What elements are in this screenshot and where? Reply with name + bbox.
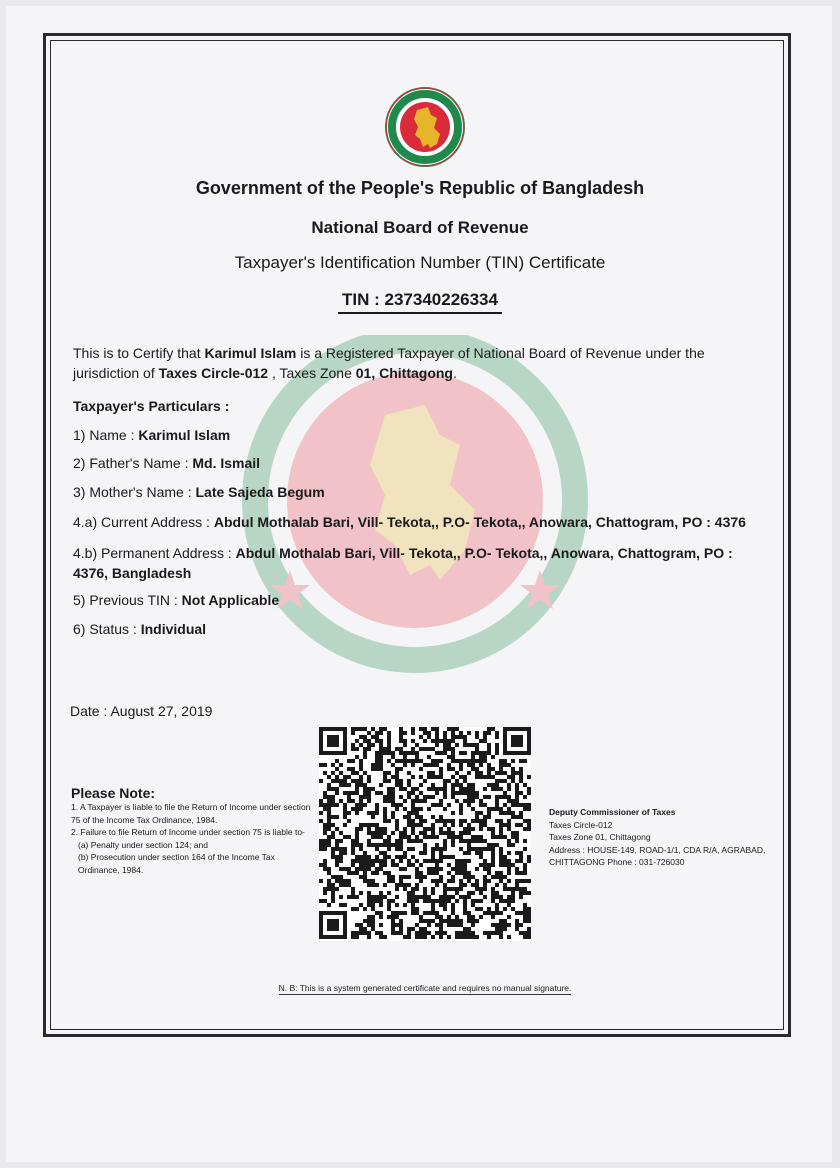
particular-permanent-address: 4.b) Permanent Address : Abdul Mothalab Bari, Vill- Tekota,, P.O- Tekota,, Anowara, Chattogram, PO : 4376, Bangladesh	[73, 545, 733, 581]
government-heading: Government of the People's Republic of Bangladesh	[195, 178, 645, 198]
particular-name: 1) Name : Karimul Islam	[73, 427, 231, 443]
certificate-title: Taxpayer's Identification Number (TIN) Certificate	[234, 253, 606, 272]
issue-date: Date : August 27, 2019	[70, 703, 213, 719]
particular-previous-tin: 5) Previous TIN : Not Applicable	[73, 592, 280, 608]
commissioner-address: Address : HOUSE-149, ROAD-1/1, CDA R/A, AGRABAD, CHITTAGONG Phone : 031-726030	[549, 844, 766, 867]
particular-current-address: 4.a) Current Address : Abdul Mothalab Bari, Vill- Tekota,, P.O- Tekota,, Anowara, Chattogram, PO : 4376	[73, 514, 746, 530]
commissioner-title: Deputy Commissioner of Taxes	[549, 807, 676, 817]
watermark-seal-icon	[235, 335, 595, 675]
note-line-1: 1. A Taxpayer is liable to file the Return of Income under section 75 of the Income Tax Ordinance, 1984.	[71, 802, 311, 825]
particular-father-name: 2) Father's Name : Md. Ismail	[73, 455, 261, 471]
particular-mother-name: 3) Mother's Name : Late Sajeda Begum	[73, 484, 325, 500]
system-generated-note: N. B: This is a system generated certificate and requires no manual signature.	[278, 983, 572, 993]
note-line-4: (b) Prosecution under section 164 of the Income Tax Ordinance, 1984.	[78, 852, 275, 875]
tin-number: TIN : 237340226334	[0, 290, 840, 310]
government-seal-icon	[384, 86, 466, 168]
certification-statement: This is to Certify that Karimul Islam is a Registered Taxpayer of National Board of Revenue under the jurisdiction of Taxes Circle-012 , Taxes Zone 01, Chittagong.	[73, 345, 705, 381]
qr-code-icon	[319, 727, 531, 941]
particular-status: 6) Status : Individual	[73, 621, 207, 637]
board-heading: National Board of Revenue	[311, 218, 529, 237]
commissioner-zone: Taxes Zone 01, Chittagong	[549, 832, 651, 842]
note-line-3: (a) Penalty under section 124; and	[78, 839, 208, 850]
commissioner-block	[549, 806, 779, 869]
note-title: Please Note:	[71, 785, 156, 801]
note-line-2: 2. Failure to file Return of Income under section 75 is liable to-	[71, 827, 305, 837]
commissioner-circle: Taxes Circle-012	[549, 819, 613, 830]
please-note-block	[71, 785, 311, 876]
particulars-heading: Taxpayer's Particulars :	[73, 398, 230, 414]
